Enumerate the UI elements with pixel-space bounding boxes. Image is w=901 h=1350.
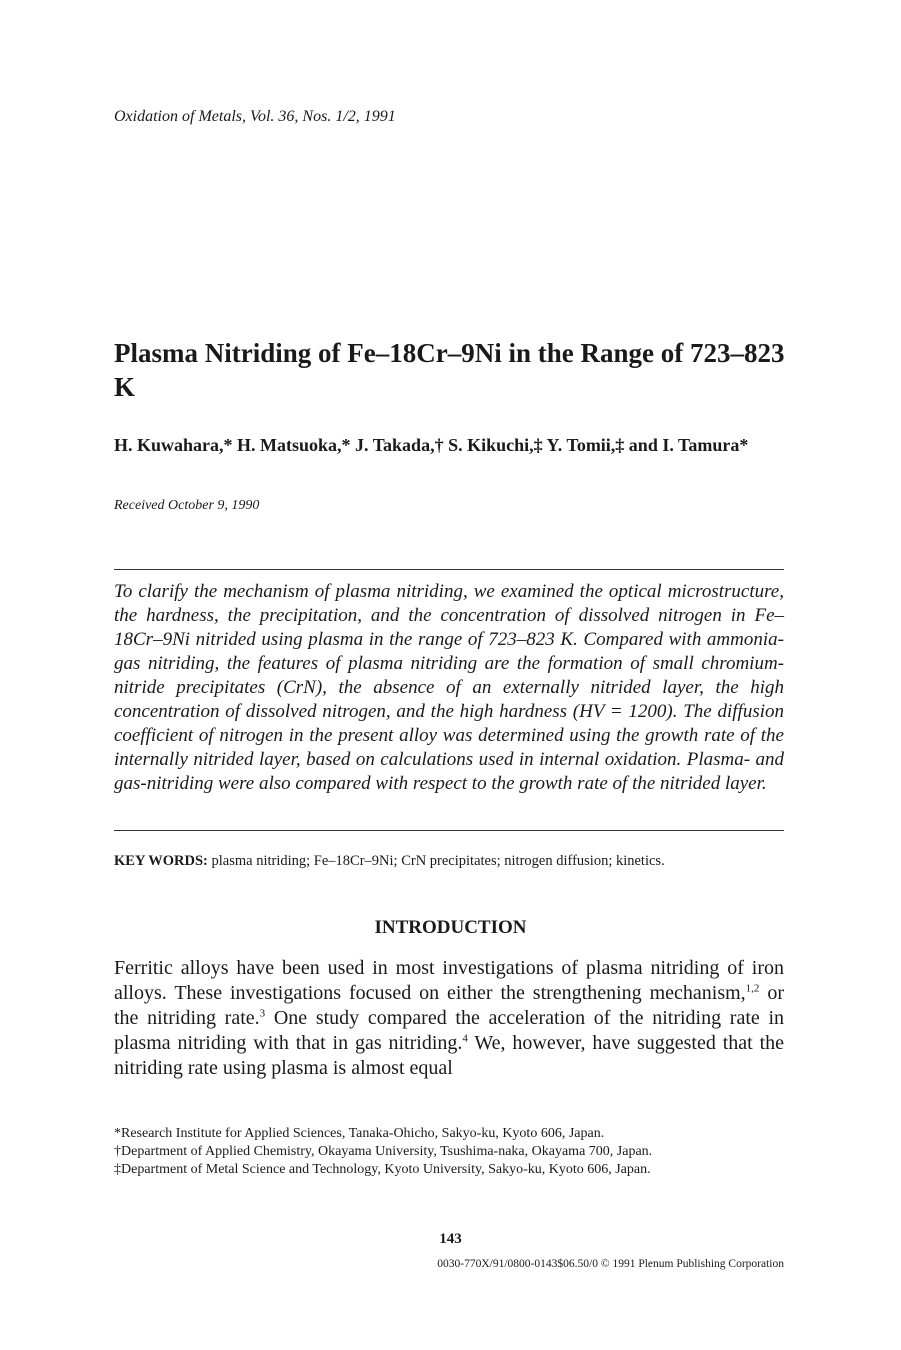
keywords-list: plasma nitriding; Fe–18Cr–9Ni; CrN precipitates; nitrogen diffusion; kinetics. [211, 853, 665, 869]
footnote-affiliation-1: *Research Institute for Applied Sciences, Tanaka-Ohicho, Sakyo-ku, Kyoto 606, Japan. [114, 1126, 605, 1141]
journal-citation: Oxidation of Metals, Vol. 36, Nos. 1/2, 1991 [114, 108, 396, 125]
intro-text-part2: or the nitriding rate. [114, 982, 784, 1029]
citation-ref-1: 1,2 [745, 982, 760, 995]
intro-text-part4: We, however, have suggested that the nitriding rate using plasma is almost equal [114, 1032, 784, 1079]
footnotes [114, 1125, 784, 1179]
introduction-paragraph [114, 956, 784, 1081]
page-number: 143 [439, 1231, 462, 1247]
intro-text-part3: One study compared the acceleration of the nitriding rate in plasma nitriding with that in gas nitriding. [114, 1007, 784, 1054]
copyright-line: 0030-770X/91/0800-0143$06.50/0 © 1991 Plenum Publishing Corporation [437, 1258, 784, 1270]
citation-ref-3: 4 [462, 1032, 468, 1045]
article-title: Plasma Nitriding of Fe–18Cr–9Ni in the Range of 723–823 K [114, 338, 785, 402]
abstract-text: To clarify the mechanism of plasma nitriding, we examined the optical microstructure, the hardness, the precipitation, and the concentration of dissolved nitrogen in Fe–18Cr–9Ni nitrided using plasma in the range of 723–823 K. Compared with ammonia-gas nitriding, the features of plasma nitriding are the formation of small chromium-nitride precipitates (CrN), the absence of an externally nitrided layer, the high concentration of dissolved nitrogen, and the high hardness (HV = 1200). The diffusion coefficient of nitrogen in the present alloy was determined using the growth rate of the internally nitrided layer, based on calculations used in internal oxidation. Plasma- and gas-nitriding were also compared with respect to the growth rate of the nitrided layer. [114, 581, 784, 794]
footnote-affiliation-2: †Department of Applied Chemistry, Okayama University, Tsushima-naka, Okayama 700, Japan. [114, 1144, 653, 1159]
keywords-line [114, 853, 784, 870]
intro-text-part1: Ferritic alloys have been used in most investigations of plasma nitriding of iron alloys. These investigations focused on either the strengthening mechanism, [114, 957, 784, 1004]
section-heading-introduction: INTRODUCTION [374, 917, 527, 938]
author-list: H. Kuwahara,* H. Matsuoka,* J. Takada,† S. Kikuchi,‡ Y. Tomii,‡ and I. Tamura* [114, 435, 749, 455]
citation-ref-2: 3 [259, 1007, 266, 1020]
abstract-top-rule [114, 569, 784, 570]
received-date: Received October 9, 1990 [114, 498, 260, 513]
abstract-bottom-rule [114, 830, 784, 831]
footnote-affiliation-3: ‡Department of Metal Science and Technology, Kyoto University, Sakyo-ku, Kyoto 606, Japan. [114, 1162, 651, 1177]
keywords-label: KEY WORDS: [114, 853, 208, 869]
